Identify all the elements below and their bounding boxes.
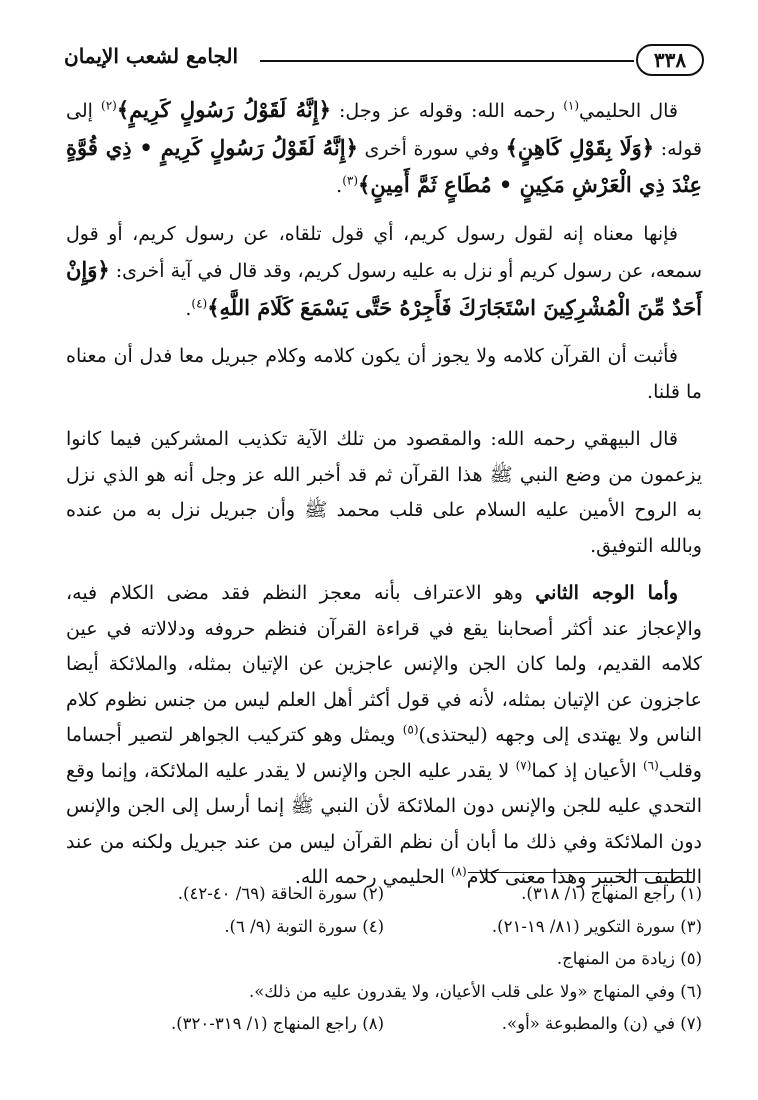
page-number: ٣٣٨	[636, 44, 704, 76]
text-segment: الأعيان إذ كما	[531, 759, 643, 782]
footnote-7: (٧) في (ن) والمطبوعة «أو».	[501, 1014, 702, 1033]
quran-verse: ﴿إِنَّهُ لَقَوْلُ رَسُولٍ كَرِيمٍ﴾	[116, 97, 331, 122]
running-title: الجامع لشعب الإيمان	[64, 44, 239, 68]
footnote-ref: (١)	[563, 98, 580, 113]
text-segment: قال الحليمي	[579, 100, 678, 122]
footnote-6: (٦) وفي المنهاج «ولا على قلب الأعيان، ولا يقدرون عليه من ذلك».	[248, 981, 702, 1001]
footnote-4: (٤) سورة التوبة (٩/ ٦).	[224, 916, 384, 936]
footnote-row	[66, 911, 702, 944]
text-segment: ويمثل وهو كتركيب الجواهر لتصير أجساما وقلب	[66, 724, 702, 782]
text-segment: لا يقدر عليه الجن والإنس لا يقدر عليه الملائكة، وإنما وقع التحدي عليه للجن والإنس دون الملائكة لأن النبي ﷺ إنما أرسل إلى الجن والإنس دون الملائكة وفي ذلك ما أبان أن نظم القرآن ليس من عند جبريل ولكنه من عند اللطيف الخبير وهذا معنى كلام	[66, 759, 702, 888]
paragraph-4: قال البيهقي رحمه الله: والمقصود من تلك الآية تكذيب المشركين فيما كانوا يزعمون من وضع النبي ﷺ هذا القرآن ثم قد أخبر الله عز وجل أنه هو الذي نزل به الروح الأمين عليه السلام على قلب محمد ﷺ وأن جبريل نزل به من عنده وبالله التوفيق.	[66, 428, 702, 557]
footnote-ref: (٢)	[101, 98, 117, 113]
text-segment: .	[336, 175, 343, 197]
footnote-ref: (٤)	[191, 296, 208, 311]
paragraph-2	[66, 217, 702, 328]
quran-verse: ﴿وَإِنْ أَحَدٌ مِّنَ الْمُشْرِكِينَ اسْتَجَارَكَ فَأَجِرْهُ حَتَّى يَسْمَعَ كَلَامَ اللَّهِ﴾	[66, 257, 702, 320]
text-segment: إلى قوله:	[66, 100, 702, 160]
footnote-2: (٢) سورة الحاقة (٦٩/ ٤٠-٤٢).	[177, 884, 384, 903]
paragraph-5	[66, 576, 702, 896]
footnote-ref: (٨)	[450, 864, 467, 879]
bold-lead: وأما الوجه الثاني	[535, 582, 678, 604]
footnote-3: (٣) سورة التكوير (٨١/ ١٩-٢١).	[491, 916, 702, 936]
footnote-5: (٥) زيادة من المنهاج.	[556, 949, 702, 968]
footnote-row	[66, 878, 702, 911]
footnote-ref: (٣)	[342, 173, 359, 188]
footnote-row	[66, 1008, 702, 1041]
paragraph-1	[66, 92, 702, 205]
quran-verse: ﴿إِنَّهُ لَقَوْلُ رَسُولٍ كَرِيمٍ • ذِي قُوَّةٍ عِنْدَ ذِي الْعَرْشِ مَكِينٍ • مُطَاعٍ ثَمَّ أَمِينٍ﴾	[66, 134, 702, 197]
footnote-rule	[468, 872, 692, 873]
header-rule	[260, 60, 634, 62]
footnote-1: (١) راجع المنهاج (١/ ٣١٨).	[521, 884, 702, 903]
text-segment: .	[185, 297, 192, 320]
text-segment: وهو الاعتراف بأنه معجز النظم فقد مضى الكلام فيه، والإعجاز عند أكثر أصحابنا يقع في قراءة القرآن فنظم حروفه ودلالاته في عين كلامه القديم، ولما كان الجن والإنس عاجزين عن الإتيان بمثله، والملائكة أيضا عاجزون عن الإتيان بمثله، لأنه في قول أكثر أهل العلم ليس من جنس نظوم كلام الناس ولا يهتدى إلى وجهه (ليحتذى)	[66, 582, 703, 746]
footnote-8: (٨) راجع المنهاج (١/ ٣١٩-٣٢٠).	[170, 1014, 384, 1033]
text-segment: وفي سورة أخرى	[357, 137, 506, 160]
text-segment: فإنها معناه إنه لقول رسول كريم، أي قول تلقاه، عن رسول كريم، أو قول سمعه، عن رسول كريم أو نزل به عليه رسول كريم، وقد قال في آية أخرى:	[66, 222, 702, 282]
page-header	[64, 40, 704, 80]
footnote-ref: (٧)	[515, 758, 532, 773]
quran-verse: ﴿وَلَا بِقَوْلِ كَاهِنٍ﴾	[505, 134, 655, 160]
paragraph-3: فأثبت أن القرآن كلامه ولا يجوز أن يكون كلامه وكلام جبريل معا فدل أن معناه ما قلنا.	[66, 345, 702, 403]
footnote-ref: (٦)	[642, 758, 659, 773]
text-segment: رحمه الله: وقوله عز وجل:	[330, 100, 564, 122]
footnotes	[66, 878, 702, 1041]
footnote-ref: (٥)	[402, 722, 419, 737]
main-text	[66, 92, 702, 908]
text-segment: الحليمي رحمه الله.	[294, 866, 451, 888]
